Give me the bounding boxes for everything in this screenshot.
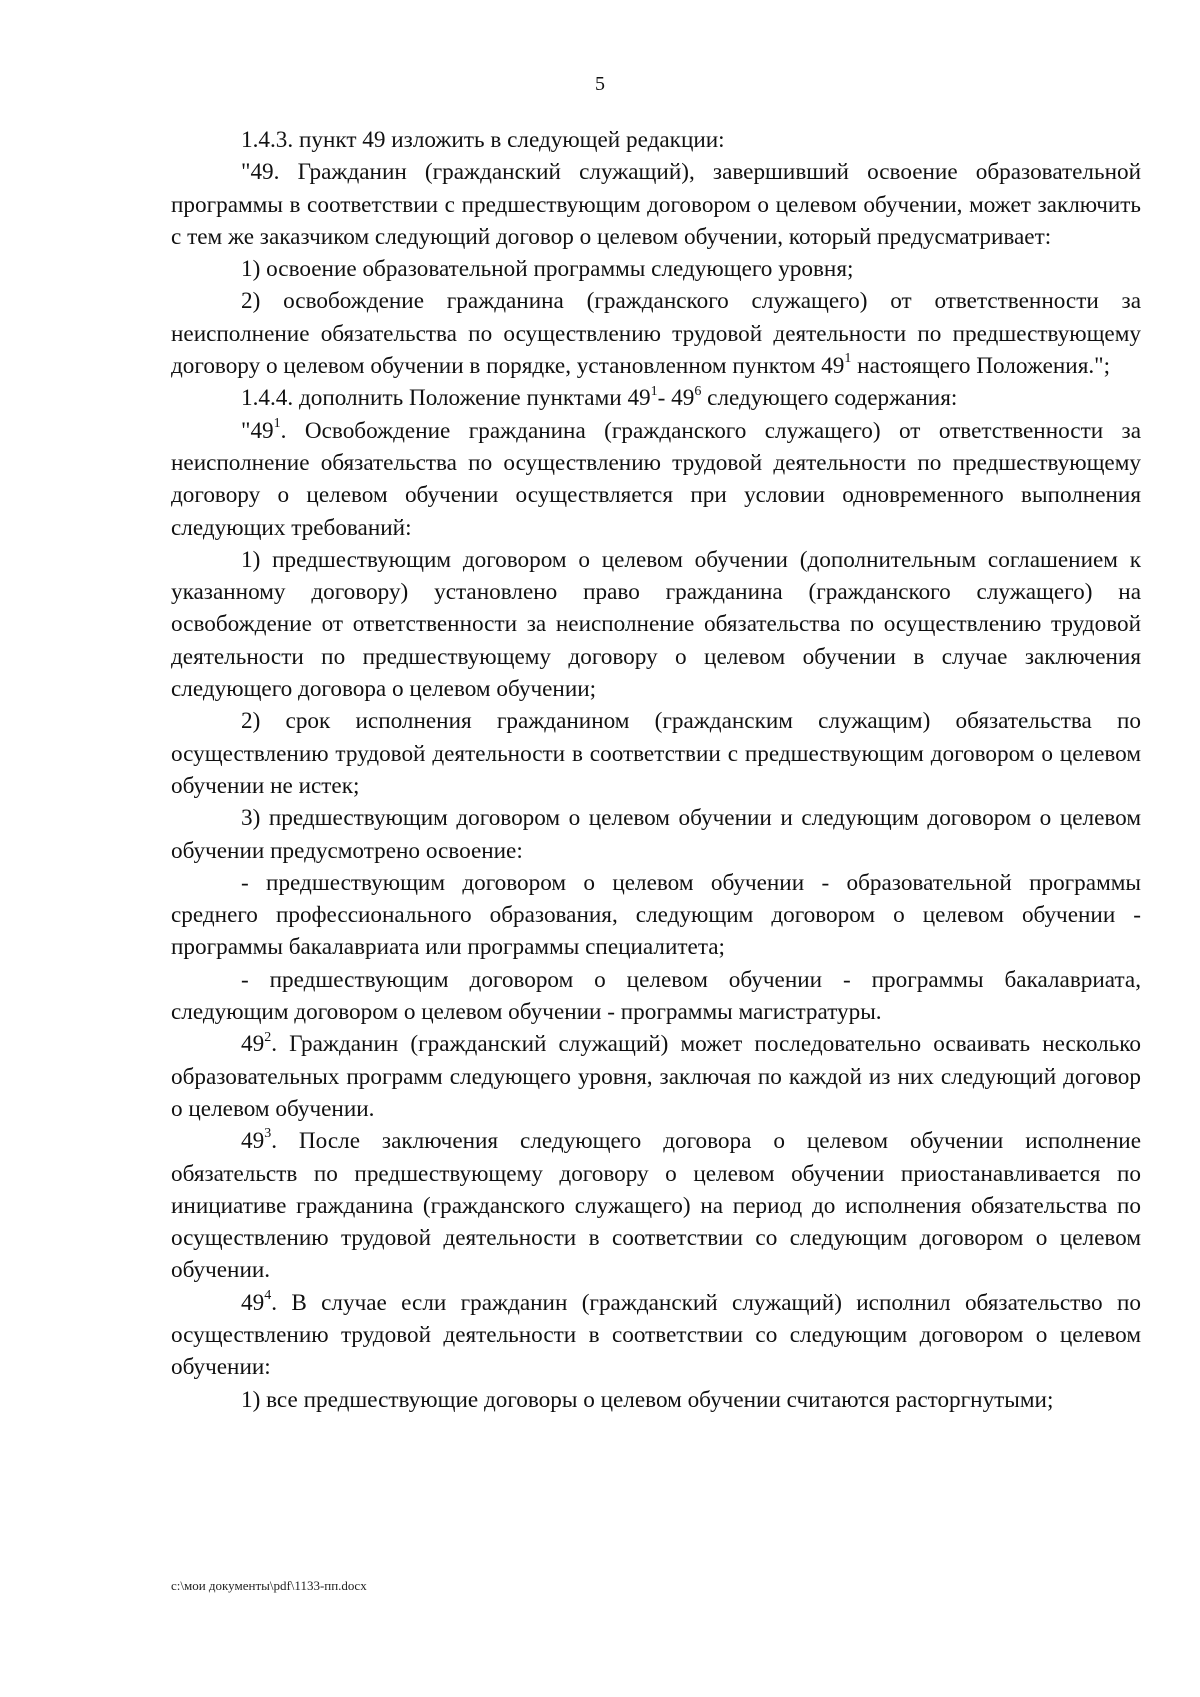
paragraph-text: следующего содержания:: [701, 385, 958, 412]
paragraph-text: 2) освобождение гражданина (гражданского служащего) от ответственности за неисполнение обязательства по осуществлению трудовой деятельности по предшествующему договору о целевом обучении в порядке, установленном пунктом 49: [171, 288, 1141, 380]
paragraph: 3) предшествующим договором о целевом обучении и следующим договором о целевом обучении предусмотрено освоение:: [171, 805, 1141, 864]
paragraph: 1) предшествующим договором о целевом обучении (дополнительным соглашением к указанному договору) установлено право гражданина (гражданского служащего) на освобождение от ответственности за неисполнение обязательства по осуществлению трудовой деятельности по предшествующему договору о целевом обучении в случае заключения следующего договора о целевом обучении;: [171, 546, 1141, 703]
paragraph: [171, 285, 1141, 382]
paragraph-text: 49: [241, 1031, 265, 1058]
paragraph-text: - 49: [657, 385, 695, 412]
paragraph-text: . В случае если гражданин (гражданский служащий) исполнил обязательство по осуществлению трудовой деятельности в соответствии со следующим договором о целевом обучении:: [171, 1289, 1141, 1381]
paragraph: [171, 382, 1141, 414]
paragraph: 1) освоение образовательной программы следующего уровня;: [241, 256, 854, 283]
paragraph-text: 1.4.4. дополнить Положение пунктами 49: [241, 385, 651, 412]
paragraph-text: . После заключения следующего договора о целевом обучении исполнение обязательств по предшествующему договору о целевом обучении приостанавливается по инициативе гражданина (гражданского служащего) на период до исполнения обязательства по осуществлению трудовой деятельности в соответствии со следующим договором о целевом обучении.: [171, 1128, 1141, 1284]
superscript: 3: [264, 1126, 272, 1142]
paragraph: 1.4.3. пункт 49 изложить в следующей редакции:: [241, 127, 725, 153]
superscript: 4: [264, 1287, 272, 1303]
file-path-footer: c:\мои документы\pdf\1133-пп.docx: [171, 1578, 367, 1593]
paragraph: [171, 415, 1141, 544]
paragraph: [171, 1125, 1141, 1286]
page-number: 5: [595, 73, 605, 95]
superscript: 1: [273, 415, 281, 431]
paragraph-text: . Освобождение гражданина (гражданского служащего) от ответственности за неисполнение обязательства по осуществлению трудовой деятельности по предшествующему договору о целевом обучении осуществляется при условии одновременного выполнения следующих требований:: [171, 417, 1141, 541]
superscript: 2: [264, 1029, 272, 1045]
superscript: 1: [844, 351, 852, 367]
superscript: 6: [694, 383, 702, 399]
paragraph-text: настоящего Положения.";: [851, 353, 1111, 380]
paragraph-text: "49: [241, 417, 274, 444]
paragraph: 2) срок исполнения гражданином (гражданским служащим) обязательства по осуществлению трудовой деятельности в соответствии с предшествующим договором о целевом обучении не истек;: [171, 708, 1141, 799]
paragraph-text: . Гражданин (гражданский служащий) может последовательно осваивать несколько образовательных программ следующего уровня, заключая по каждой из них следующий договор о целевом обучении.: [171, 1031, 1141, 1122]
superscript: 1: [650, 383, 658, 399]
paragraph: - предшествующим договором о целевом обучении - программы бакалавриата, следующим договором о целевом обучении - программы магистратуры.: [171, 966, 1141, 1026]
paragraph-text: 49: [241, 1289, 265, 1316]
paragraph: - предшествующим договором о целевом обучении - образовательной программы среднего профессионального образования, следующим договором о целевом обучении - программы бакалавриата или программы специалитета;: [171, 869, 1141, 961]
paragraph: [171, 1028, 1141, 1125]
paragraph: 1) все предшествующие договоры о целевом обучении считаются расторгнутыми;: [241, 1386, 1054, 1413]
document-body: [171, 124, 1141, 1416]
paragraph: "49. Гражданин (гражданский служащий), завершивший освоение образовательной программы в соответствии с предшествующим договором о целевом обучении, может заключить с тем же заказчиком следующий договор о целевом обучении, который предусматривает:: [171, 159, 1141, 250]
paragraph: [171, 1287, 1141, 1384]
paragraph-text: 49: [241, 1128, 265, 1155]
